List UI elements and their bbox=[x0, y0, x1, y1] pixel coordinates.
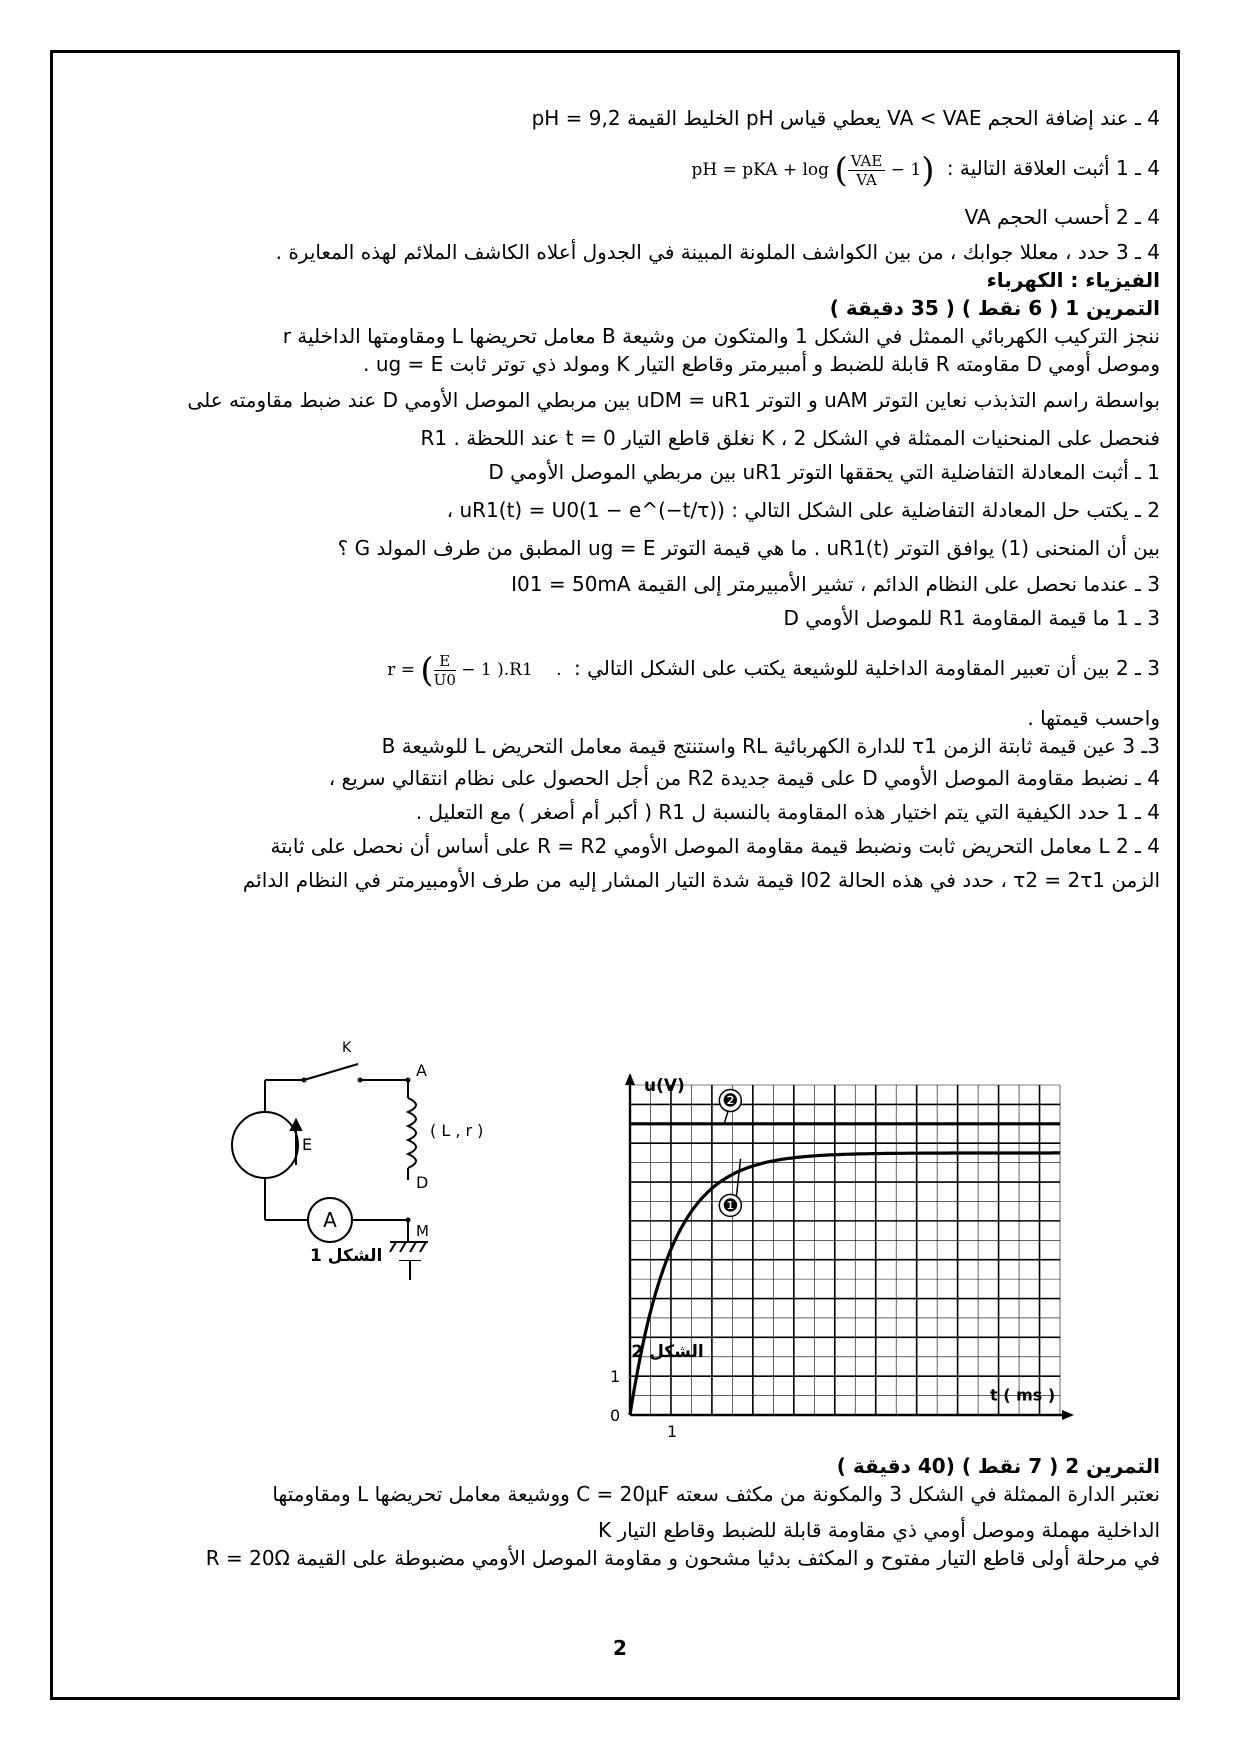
figure-1-resistor bbox=[398, 1090, 478, 1180]
ex1-line-1: ننجز التركيب الكهربائي الممثل في الشكل 1 والمتكون من وشيعة B معامل تحريضها L ومقاومتها الداخلية r bbox=[282, 324, 1160, 348]
ex1-q2: 2 ـ يكتب حل المعادلة التفاضلية على الشكل التالي : uR1(t) = U0(1 − e^(−t/τ)) ، bbox=[446, 498, 1160, 522]
y-axis-arrow bbox=[625, 1073, 635, 1085]
ex2-line-1: نعتبر الدارة الممثلة في الشكل 3 والمكونة من مكثف سعته C = 20μF ووشيعة معامل تحريضها L ومقاومتها bbox=[272, 1482, 1160, 1506]
figure-1 bbox=[230, 1020, 560, 1260]
y-axis-label: u(V) bbox=[644, 1076, 685, 1096]
ex1-q4-2: 4 ـ 2 L معامل التحريض ثابت ونضبط قيمة مقاومة الموصل الأومي R = R2 على أساس أن نحصل على ثابتة bbox=[270, 834, 1160, 858]
line-volume-added: 4 ـ عند إضافة الحجم VA < VAE يعطي قياس pH الخليط القيمة pH = 9,2 bbox=[531, 106, 1160, 130]
callout-pointer-2 bbox=[724, 1110, 728, 1124]
ph-tail: − 1 bbox=[890, 160, 922, 180]
node-m-label: M bbox=[416, 1222, 429, 1240]
ex1-q3-2 bbox=[80, 652, 1160, 689]
q3-2-text: 3 ـ 2 بين أن تعبير المقاومة الداخلية للوشيعة يكتب على الشكل التالي : bbox=[573, 656, 1160, 680]
ph-formula: pH = pKA + log ( $\frac{\text{VAE}}{VA}$ − 1) bbox=[691, 150, 935, 191]
r-num: E bbox=[434, 652, 456, 671]
voltage-source bbox=[232, 1112, 298, 1178]
r-lhs: r = bbox=[387, 660, 415, 680]
figure-1-caption: الشكل 1 bbox=[310, 1246, 383, 1266]
curve-label-2: ❷ bbox=[722, 1090, 739, 1112]
x-axis-arrow bbox=[1062, 1410, 1074, 1420]
coil-label: ( L , r ) bbox=[430, 1121, 484, 1140]
r-den: U0 bbox=[433, 671, 456, 689]
ph-fraction bbox=[848, 152, 886, 189]
ex1-q1: 1 ـ أثبت المعادلة التفاضلية التي يحققها التوتر uR1 بين مربطي الموصل الأومي D bbox=[488, 460, 1160, 484]
page-number: 2 bbox=[613, 1636, 627, 1660]
chart-figure-2 bbox=[580, 1015, 1140, 1445]
ex1-line-2: وموصل أومي D مقاومته R قابلة للضبط و أمبيرمتر وقاطع التيار K ومولد ذي توتر ثابت ug = E . bbox=[363, 352, 1160, 376]
callout-pointer-1 bbox=[736, 1159, 740, 1196]
ex1-q4: 4 ـ نضبط مقاومة الموصل الأومي D على قيمة جديدة R2 من أجل الحصول على نظام انتقالي سريع ، bbox=[328, 766, 1160, 790]
node-d-label: D bbox=[416, 1173, 429, 1192]
r-tail: − 1 ).R1 bbox=[461, 660, 533, 680]
x-tick-label: 1 bbox=[666, 1422, 678, 1441]
switch-label: K bbox=[342, 1040, 352, 1056]
ex2-line-2: الداخلية مهملة وموصل أومي ذي مقاومة قابلة للضبط وقاطع التيار K bbox=[598, 1518, 1160, 1542]
origin-label: 0 bbox=[610, 1406, 621, 1425]
y-tick-label: 1 bbox=[610, 1367, 621, 1387]
section-physics: الفيزياء : الكهرباء bbox=[986, 268, 1160, 292]
ex1-q3: 3 ـ عندما نحصل على النظام الدائم ، تشير الأمبيرمتر إلى القيمة I01 = 50mA bbox=[511, 572, 1160, 596]
ex1-line-3: بواسطة راسم التذبذب نعاين التوتر uAM و التوتر uDM = uR1 بين مربطي الموصل الأومي D عند ضبط مقاومته على bbox=[187, 388, 1160, 412]
ex1-q2-b: بين أن المنحنى (1) يوافق التوتر uR1(t) . ما هي قيمة التوتر ug = E المطبق من طرف المولد G ؟ bbox=[337, 536, 1160, 560]
ex2-line-3: في مرحلة أولى قاطع التيار مفتوح و المكثف بدئيا مشحون و مقاومة الموصل الأومي مضبوطة على القيمة R = 20Ω bbox=[205, 1546, 1160, 1570]
chart-title: الشكل 2 bbox=[631, 1341, 704, 1362]
exercise-2-title: التمرين 2 ( 7 نقط ) (40 دقيقة ) bbox=[836, 1454, 1160, 1478]
r-formula: r = ( $\frac{E}{U0}$ − 1 ).R1 . bbox=[387, 650, 562, 691]
x-axis-label: t ( ms ) bbox=[990, 1385, 1056, 1405]
prove-relation-text: 4 ـ 1 أثبت العلاقة التالية : bbox=[946, 156, 1160, 180]
emf-label: E bbox=[302, 1135, 313, 1154]
curve-label-1: ❶ bbox=[722, 1195, 739, 1217]
line-indicator: 4 ـ 3 حدد ، معللا جوابك ، من بين الكواشف الملونة المبينة في الجدول أعلاه الكاشف الملائم لهذه المعايرة . bbox=[275, 240, 1160, 264]
ph-lhs: pH = pKA + log bbox=[691, 160, 830, 180]
ex1-q4-1: 4 ـ 1 حدد الكيفية التي يتم اختيار هذه المقاومة بالنسبة ل R1 ( أكبر أم أصغر ) مع التعليل . bbox=[415, 800, 1160, 824]
line-compute-volume: 4 ـ 2 أحسب الحجم VA bbox=[964, 205, 1160, 229]
r-fraction bbox=[434, 652, 456, 689]
line-prove-relation bbox=[80, 152, 1160, 189]
ex1-q3-3: 3ـ 3 عين قيمة ثابتة الزمن τ1 للدارة الكهربائية RL واستنتج قيمة معامل التحريض L للوشيعة B bbox=[381, 734, 1160, 758]
ph-num: VAE bbox=[848, 152, 886, 171]
r-end: . bbox=[556, 660, 562, 680]
node-a-label: A bbox=[416, 1061, 427, 1080]
switch-k-blade bbox=[304, 1064, 358, 1080]
ex1-compute: واحسب قيمتها . bbox=[1027, 706, 1160, 730]
exercise-1-title: التمرين 1 ( 6 نقط ) ( 35 دقيقة ) bbox=[829, 296, 1160, 320]
ex1-q3-1: 3 ـ 1 ما قيمة المقاومة R1 للموصل الأومي D bbox=[783, 606, 1160, 630]
ammeter-label: A bbox=[323, 1208, 337, 1232]
ph-den: VA bbox=[856, 171, 877, 189]
ex1-q4-2-b: الزمن τ2 = 2τ1 ، حدد في هذه الحالة I02 قيمة شدة التيار المشار إليه من طرف الأومبيرمتر في النظام الدائم bbox=[242, 868, 1160, 892]
ex1-line-4: R1 . عند اللحظة t = 0 نغلق قاطع التيار K ، فنحصل على المنحنيات الممثلة في الشكل 2 bbox=[420, 426, 1160, 450]
